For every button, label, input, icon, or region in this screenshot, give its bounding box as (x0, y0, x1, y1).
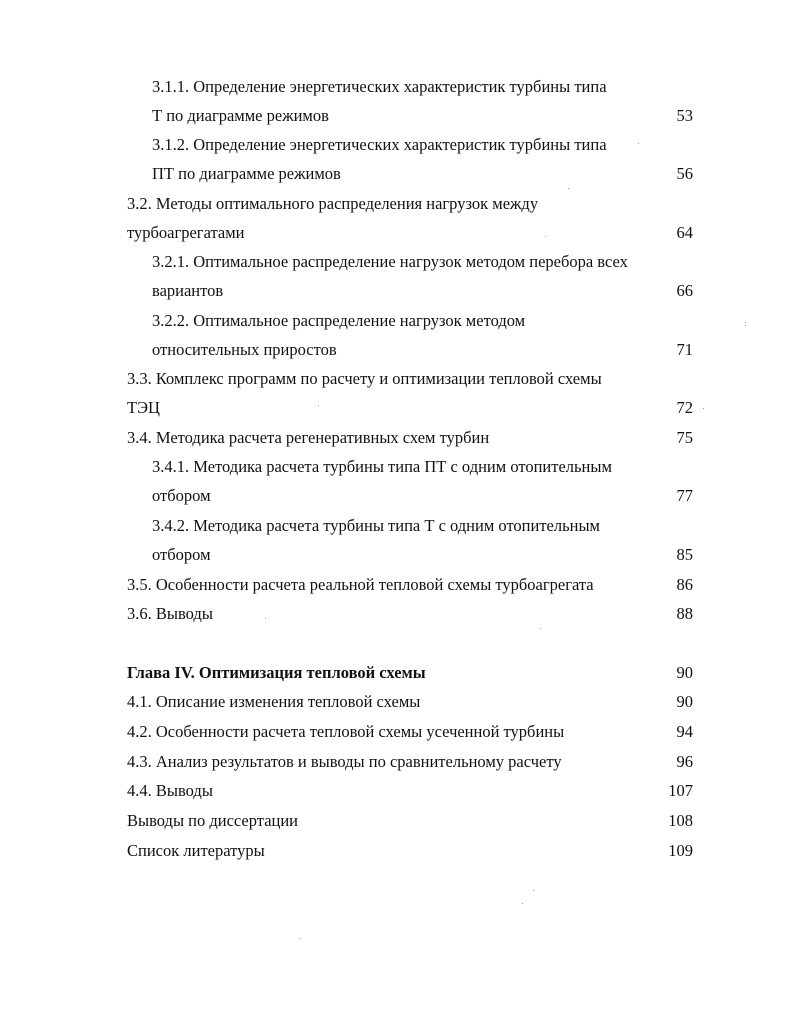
toc-page-number: 96 (676, 752, 693, 771)
toc-entry-3-5: 3.5. Особенности расчета реальной тепловой схемы турбоагрегата (127, 575, 594, 594)
toc-entry-3-4: 3.4. Методика расчета регенеративных схем турбин (127, 428, 490, 447)
scan-speck (745, 322, 746, 323)
toc-entry-3-2-2-line-2: относительных приростов (152, 340, 337, 359)
scan-speck (533, 890, 534, 891)
toc-entry-3-4-1-line-2: отбором (152, 486, 211, 505)
toc-chapter-4-heading: Глава IV. Оптимизация тепловой схемы (127, 663, 426, 682)
toc-page-number: 94 (676, 722, 693, 741)
toc-page-number: 90 (676, 663, 693, 682)
toc-page-number: 64 (676, 223, 693, 242)
toc-page-number: 77 (676, 486, 693, 505)
toc-entry-3-4-2-line-1: 3.4.2. Методика расчета турбины типа Т с одним отопительным (152, 516, 600, 535)
toc-entry-references: Список литературы (127, 841, 265, 860)
toc-entry-3-1-1-line-1: 3.1.1. Определение энергетических характеристик турбины типа (152, 77, 607, 96)
toc-page-number: 56 (676, 164, 693, 183)
toc-page-number: 107 (668, 781, 693, 800)
toc-page-number: 72 (676, 398, 693, 417)
toc-entry-3-1-2-line-2: ПТ по диаграмме режимов (152, 164, 341, 183)
toc-entry-3-2-1-line-2: вариантов (152, 281, 224, 300)
scan-speck (745, 325, 746, 326)
toc-page-number: 75 (676, 428, 693, 447)
toc-entry-3-2-line-2: турбоагрегатами (127, 223, 245, 242)
toc-entry-4-1: 4.1. Описание изменения тепловой схемы (127, 692, 421, 711)
toc-page-number: 53 (676, 106, 693, 125)
toc-entry-4-2: 4.2. Особенности расчета тепловой схемы усеченной турбины (127, 722, 565, 741)
toc-entry-3-1-2-line-1: 3.1.2. Определение энергетических характеристик турбины типа (152, 135, 607, 154)
toc-page-number: 66 (676, 281, 693, 300)
scan-speck (318, 405, 319, 406)
scan-speck (540, 628, 541, 629)
toc-entry-4-4: 4.4. Выводы (127, 781, 213, 800)
toc-page-number: 109 (668, 841, 693, 860)
toc-page-number: 90 (676, 692, 693, 711)
toc-entry-4-3: 4.3. Анализ результатов и выводы по сравнительному расчету (127, 752, 562, 771)
toc-entry-conclusions: Выводы по диссертации (127, 811, 299, 830)
toc-entry-3-1-1-line-2: Т по диаграмме режимов (152, 106, 329, 125)
scan-speck (703, 408, 704, 409)
toc-entry-3-2-line-1: 3.2. Методы оптимального распределения нагрузок между (127, 194, 539, 213)
scan-speck (568, 188, 569, 189)
toc-page-number: 88 (676, 604, 693, 623)
toc-page-number: 86 (676, 575, 693, 594)
toc-entry-3-2-1-line-1: 3.2.1. Оптимальное распределение нагрузок методом перебора всех (152, 252, 628, 271)
toc-entry-3-4-1-line-1: 3.4.1. Методика расчета турбины типа ПТ с одним отопительным (152, 457, 612, 476)
toc-page-number: 85 (676, 545, 693, 564)
scan-speck (545, 236, 546, 237)
toc-entry-3-3-line-2: ТЭЦ (127, 398, 160, 417)
scan-speck (638, 143, 639, 144)
toc-entry-3-6: 3.6. Выводы (127, 604, 213, 623)
toc-entry-3-3-line-1: 3.3. Комплекс программ по расчету и оптимизации тепловой схемы (127, 369, 602, 388)
scan-speck (265, 618, 266, 619)
toc-page-number: 108 (668, 811, 693, 830)
toc-entry-3-2-2-line-1: 3.2.2. Оптимальное распределение нагрузок методом (152, 311, 526, 330)
scan-speck (300, 938, 301, 939)
toc-page-number: 71 (676, 340, 693, 359)
scan-speck (522, 903, 523, 904)
toc-entry-3-4-2-line-2: отбором (152, 545, 211, 564)
